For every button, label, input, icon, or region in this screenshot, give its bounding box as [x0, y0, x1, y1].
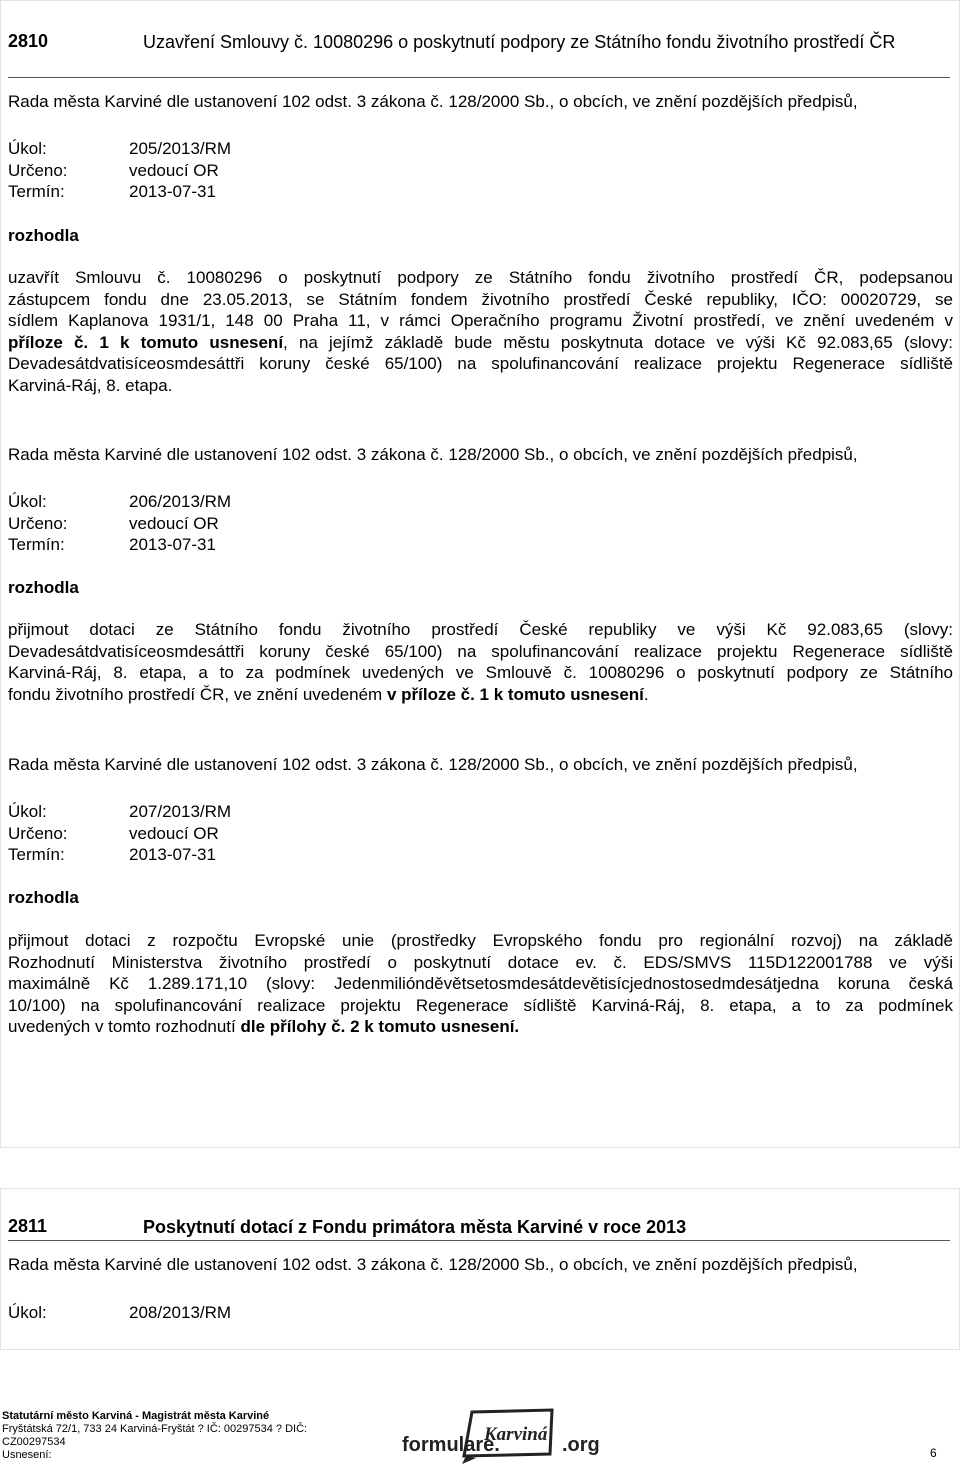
text-line: Karviná-Ráj, 8. etapa, a to za podmínek uvedených ve Smlouvě č. 10080296 o poskytnutí podpory ze Státního	[8, 663, 953, 682]
attachment-reference: příloze č. 1 k tomuto usnesení	[8, 332, 284, 352]
logo-left-text: formulare.	[402, 1434, 500, 1456]
resolution-preamble: Rada města Karviné dle ustanovení 102 odst. 3 zákona č. 128/2000 Sb., o obcích, ve znění pozdějších předpisů,	[8, 92, 858, 111]
text-line: přijmout dotaci z rozpočtu Evropské unie (prostředky Evropského fondu pro regionální rozvoj) na základě	[8, 931, 953, 950]
rozhodla-label: rozhodla	[8, 578, 79, 597]
item-number: 2811	[8, 1216, 48, 1236]
resolution-text-205	[8, 267, 953, 396]
urceno-label: Určeno:	[8, 823, 68, 843]
divider	[8, 1240, 950, 1241]
termin-label: Termín:	[8, 535, 65, 554]
logo-right-text: .org	[562, 1434, 600, 1456]
termin-value: 2013-07-31	[129, 535, 216, 554]
text-line: maximálně Kč 1.289.171,10 (slovy: Jedenmiliónděvětsetosmdesátdevětisícjednostosedmdesátjedna koruna česká	[8, 974, 953, 993]
text-line: Rozhodnutí Ministerstva životního prostředí o poskytnutí dotace ev. č. EDS/SMVS 115D122001788 ve výši	[8, 952, 953, 972]
text-line: zástupcem fondu dne 23.05.2013, se Státním fondem životního prostředí České republiky, IČO: 00020729, se	[8, 289, 953, 309]
urceno-label: Určeno:	[8, 513, 68, 533]
text-line: 10/100) na spolufinancování realizace projektu Regenerace sídliště Karviná-Ráj, 8. etapa, a to za podmínek	[8, 995, 953, 1015]
urceno-value: vedoucí OR	[129, 160, 219, 180]
logo-mid-text: Karviná	[484, 1424, 548, 1445]
rozhodla-label: rozhodla	[8, 888, 79, 907]
urceno-value: vedoucí OR	[129, 513, 219, 533]
resolution-text-207	[8, 930, 953, 1038]
footer-org: Statutární město Karviná - Magistrát města Karviné	[2, 1410, 270, 1422]
attachment-reference: dle přílohy č. 2 k tomuto usnesení.	[240, 1017, 520, 1036]
item-title: Uzavření Smlouvy č. 10080296 o poskytnutí podpory ze Státního fondu životního prostředí ČR	[143, 32, 896, 52]
formulare-karvina-logo	[402, 1406, 614, 1464]
text-line: sídlem Kaplanova 1931/1, 148 00 Praha 11, v rámci Operačního programu Životní prostředí, ve znění uvedeném v	[8, 311, 953, 330]
text-line: Devadesátdvatisíceosmdesáttři koruny české 65/100) na spolufinancování realizace projektu Regenerace sídliště	[8, 641, 953, 661]
urceno-label: Určeno:	[8, 160, 68, 180]
ukol-value: 207/2013/RM	[129, 802, 232, 821]
rozhodla-label: rozhodla	[8, 226, 79, 245]
ukol-label: Úkol:	[8, 139, 47, 158]
termin-label: Termín:	[8, 182, 65, 201]
item-number: 2810	[8, 31, 49, 51]
text-fragment: .	[643, 684, 649, 704]
resolution-preamble: Rada města Karviné dle ustanovení 102 odst. 3 zákona č. 128/2000 Sb., o obcích, ve znění pozdějších předpisů,	[8, 1255, 858, 1274]
text-line: Karviná-Ráj, 8. etapa.	[8, 375, 173, 395]
item-title: Poskytnutí dotací z Fondu primátora města Karviné v roce 2013	[143, 1217, 687, 1237]
footer-address: Fryštátská 72/1, 733 24 Karviná-Fryštát ? IČ: 00297534 ? DIČ:	[2, 1423, 308, 1435]
text-fragment: fondu životního prostředí ČR, ve znění uvedeném	[8, 684, 387, 704]
footer-usneseni: Usnesení:	[2, 1449, 52, 1461]
termin-value: 2013-07-31	[129, 845, 216, 864]
footer-dic: CZ00297534	[2, 1436, 66, 1448]
text-line: přijmout dotaci ze Státního fondu životního prostředí České republiky ve výši Kč 92.083,65 (slovy:	[8, 620, 953, 639]
text-fragment: , na jejímž základě bude městu poskytnuta dotace ve výši Kč 92.083,65 (slovy:	[283, 332, 953, 352]
attachment-reference: v příloze č. 1 k tomuto usnesení	[386, 684, 644, 704]
text-line: uzavřít Smlouvu č. 10080296 o poskytnutí podpory ze Státního fondu životního prostředí ČR, podepsanou	[8, 268, 953, 287]
text-fragment: uvedených v tomto rozhodnutí	[8, 1017, 241, 1036]
text-line	[8, 332, 953, 354]
termin-label: Termín:	[8, 845, 65, 864]
ukol-value: 208/2013/RM	[129, 1303, 232, 1322]
termin-value: 2013-07-31	[129, 182, 216, 201]
footer-info	[2, 1410, 307, 1462]
resolution-text-206	[8, 619, 953, 705]
ukol-value: 206/2013/RM	[129, 492, 232, 511]
ukol-value: 205/2013/RM	[129, 139, 232, 158]
text-line	[8, 684, 953, 706]
ukol-label: Úkol:	[8, 492, 47, 511]
text-line: Devadesátdvatisíceosmdesáttři koruny české 65/100) na spolufinancování realizace projektu Regenerace sídliště	[8, 354, 953, 373]
resolution-preamble: Rada města Karviné dle ustanovení 102 odst. 3 zákona č. 128/2000 Sb., o obcích, ve znění pozdějších předpisů,	[8, 445, 858, 464]
ukol-label: Úkol:	[8, 802, 47, 821]
resolution-preamble: Rada města Karviné dle ustanovení 102 odst. 3 zákona č. 128/2000 Sb., o obcích, ve znění pozdějších předpisů,	[8, 755, 858, 774]
urceno-value: vedoucí OR	[129, 823, 219, 843]
page-number: 6	[930, 1446, 937, 1460]
ukol-label: Úkol:	[8, 1303, 47, 1322]
text-line	[8, 1016, 953, 1038]
divider	[8, 77, 950, 78]
